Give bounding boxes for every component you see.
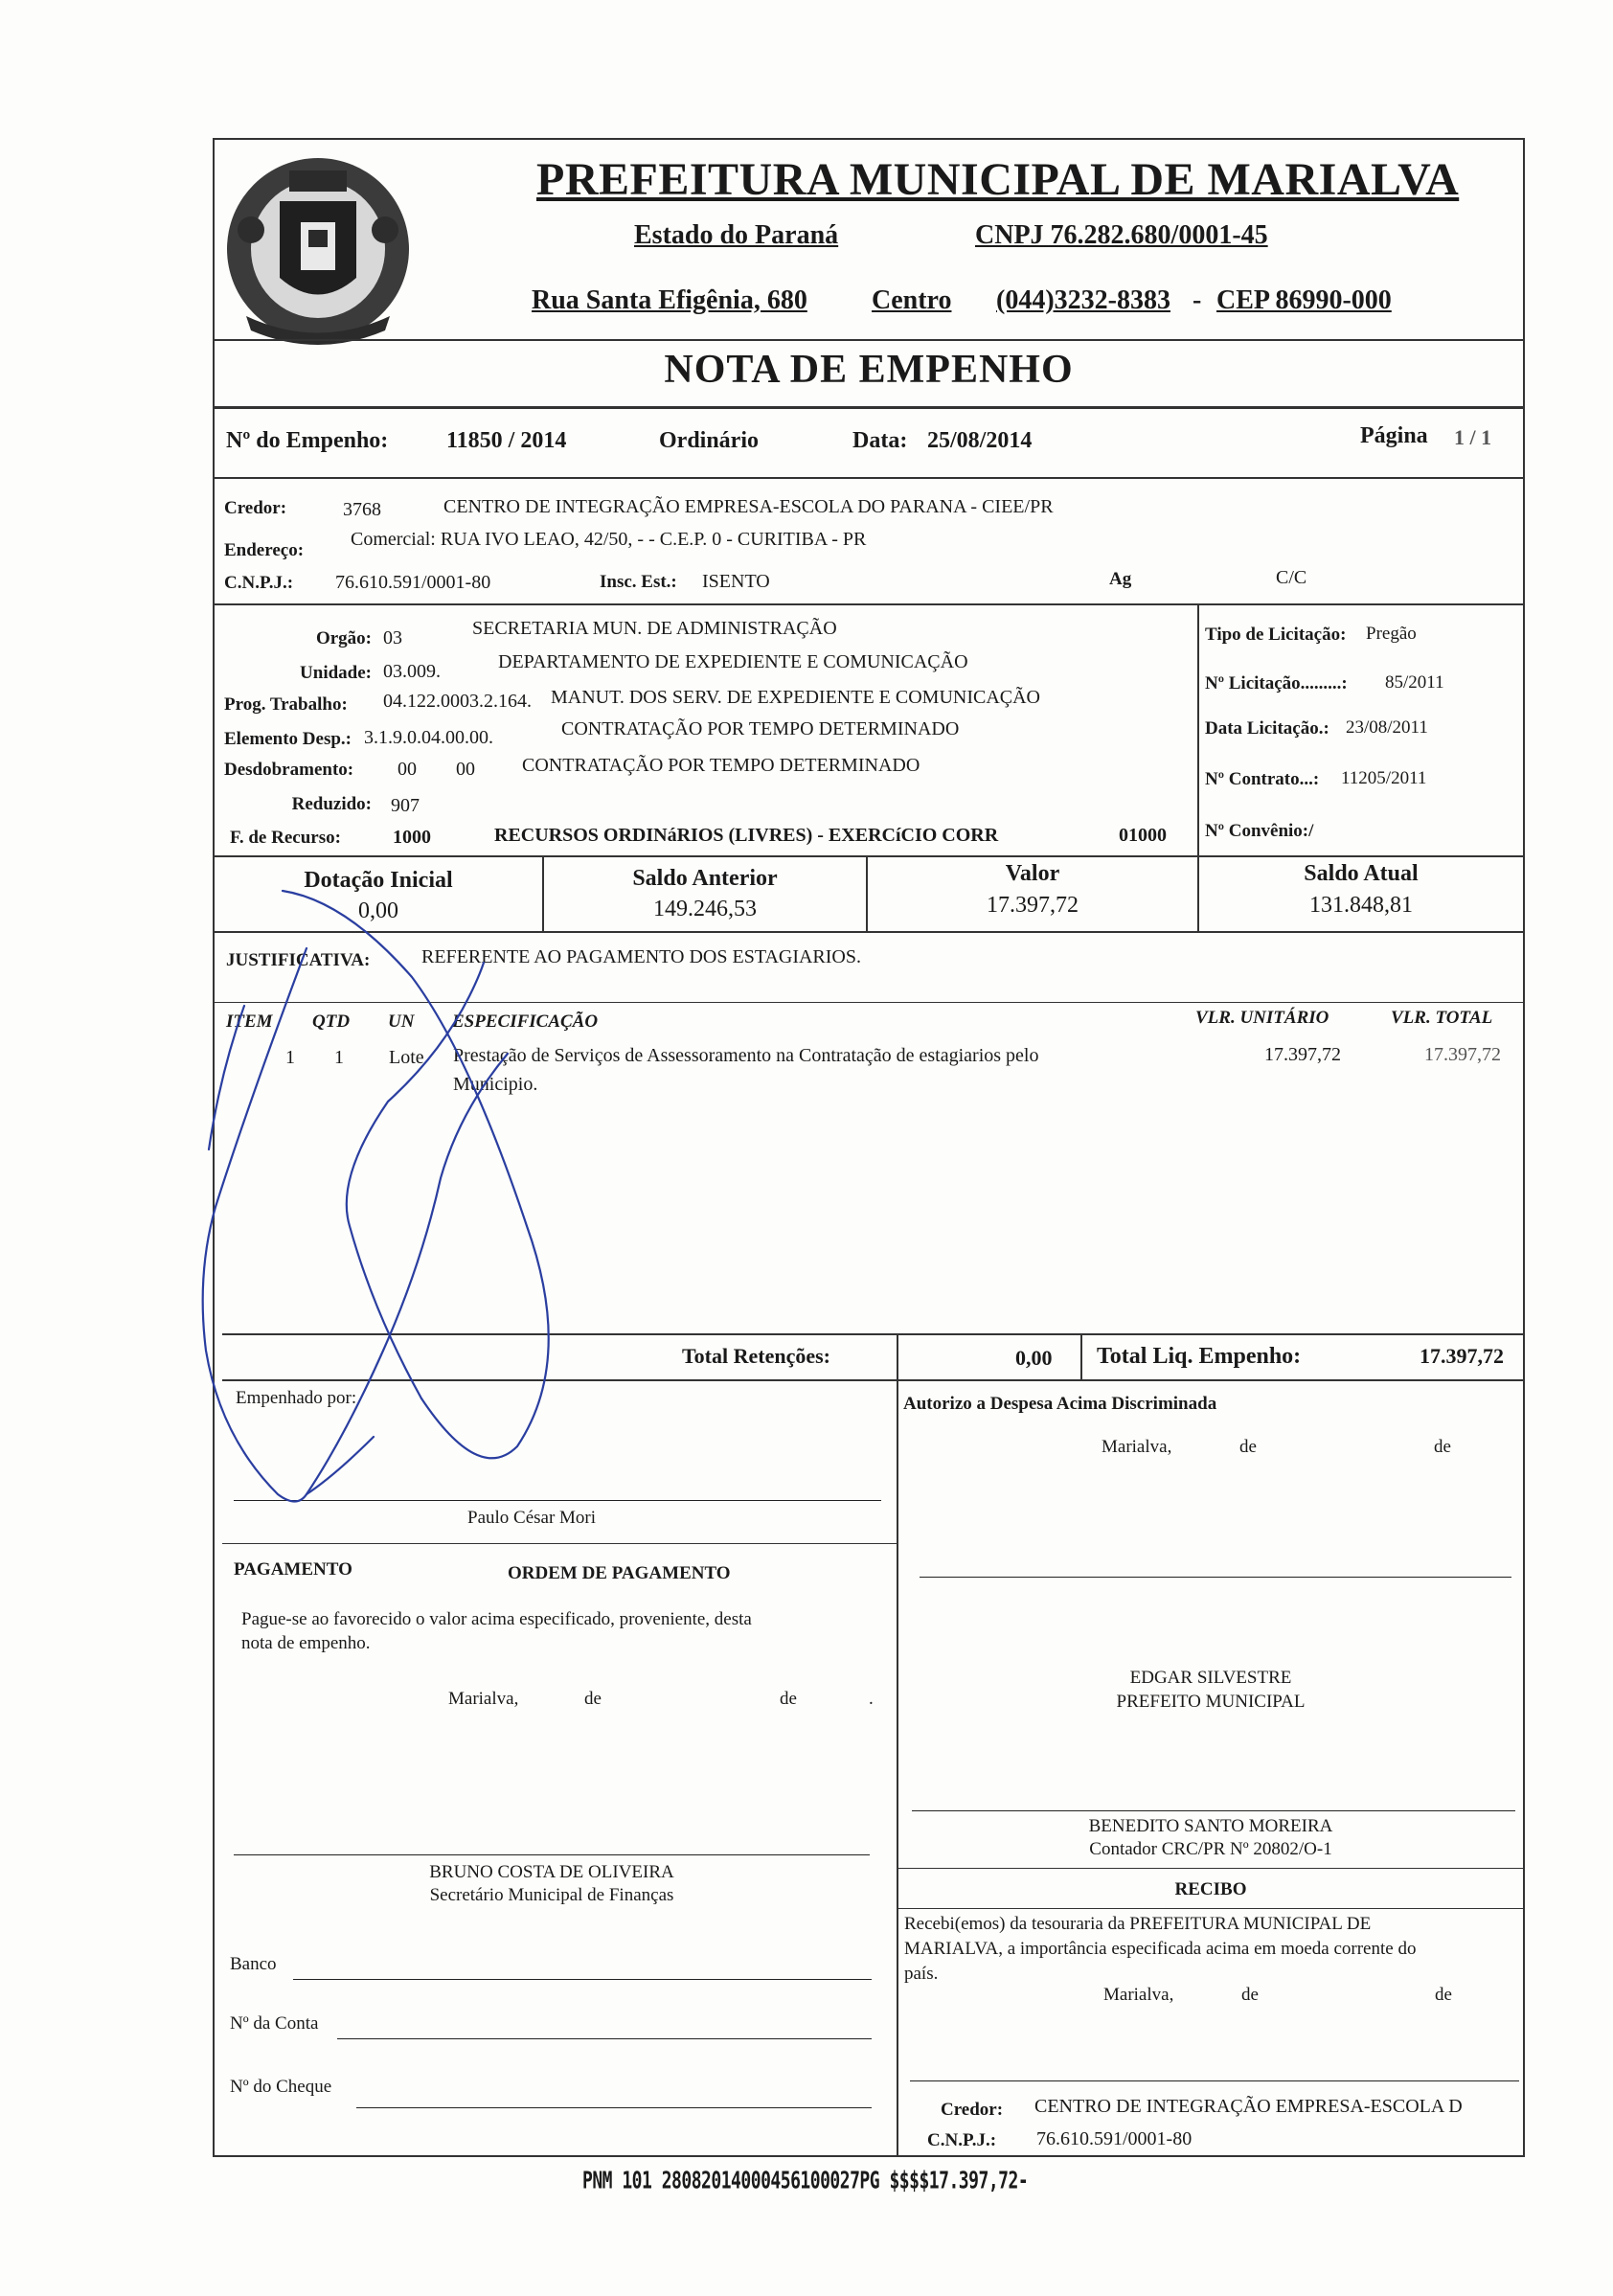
recurso-name: RECURSOS ORDINáRIOS (LIVRES) - EXERCíCIO CORR xyxy=(494,825,999,846)
secretario-title: Secretário Municipal de Finanças xyxy=(429,1885,674,1905)
empenho-date: 25/08/2014 xyxy=(927,428,1033,453)
ag-label: Ag xyxy=(1109,569,1132,589)
ordem-pagamento-label: ORDEM DE PAGAMENTO xyxy=(508,1563,731,1583)
retencoes-label: Total Retenções: xyxy=(682,1344,830,1368)
signature-line xyxy=(910,2080,1519,2081)
banco-field-line xyxy=(293,1979,872,1980)
item-vlr-total: 17.397,72 xyxy=(1424,1044,1501,1065)
cnpj-label: C.N.P.J.: xyxy=(224,573,294,593)
recibo-line2: MARIALVA, a importância especificada acima em moeda corrente do xyxy=(904,1939,1417,1959)
date-label: Data: xyxy=(852,428,908,453)
recibo-cnpj: 76.610.591/0001-80 xyxy=(1036,2128,1193,2149)
credor-address: Comercial: RUA IVO LEAO, 42/50, - - C.E.P. 0 - CURITIBA - PR xyxy=(351,529,867,550)
saldo-anterior-value: 149.246,53 xyxy=(653,897,757,921)
banco-label: Banco xyxy=(230,1954,277,1974)
dotacao-label: Dotação Inicial xyxy=(304,868,453,893)
empenhado-label: Empenhado por: xyxy=(236,1388,357,1408)
desdobramento-label: Desdobramento: xyxy=(224,760,354,780)
signature-line xyxy=(920,1577,1511,1578)
handwritten-signature-icon xyxy=(192,862,632,1533)
item-spec-line1: Prestação de Serviços de Assessoramento na Contratação de estagiarios pelo xyxy=(453,1045,1039,1066)
cc-label: C/C xyxy=(1276,567,1307,588)
municipality-title: PREFEITURA MUNICIPAL DE MARIALVA xyxy=(536,154,1460,205)
item-spec-line2: Municipio. xyxy=(453,1074,538,1095)
licitacao-number-label: Nº Licitação.........: xyxy=(1205,673,1348,693)
justificativa-label: JUSTIFICATIVA: xyxy=(226,950,371,970)
recurso-code: 1000 xyxy=(393,827,431,848)
credor-ie: ISENTO xyxy=(702,571,770,592)
divider xyxy=(897,1379,898,2157)
pagamento-label: PAGAMENTO xyxy=(234,1559,352,1580)
spec-header: ESPECIFICAÇÃO xyxy=(452,1012,599,1032)
divider xyxy=(897,1333,898,1379)
divider xyxy=(1197,603,1199,862)
vlr-unit-header: VLR. UNITÁRIO xyxy=(1195,1008,1329,1028)
licitacao-date: 23/08/2011 xyxy=(1346,717,1428,738)
pagamento-city: Marialva, xyxy=(448,1689,519,1709)
orgao-label: Orgão: xyxy=(315,628,372,648)
qtd-header: QTD xyxy=(312,1012,351,1032)
recibo-de1: de xyxy=(1241,1985,1259,2005)
unidade-label: Unidade: xyxy=(300,663,372,683)
desdobramento-code2: 00 xyxy=(456,759,475,780)
divider xyxy=(213,406,1525,409)
empenho-number: 11850 / 2014 xyxy=(446,428,567,453)
pagamento-de1: de xyxy=(584,1689,602,1709)
orgao-name: SECRETARIA MUN. DE ADMINISTRAÇÃO xyxy=(472,618,837,639)
pagamento-de2: de xyxy=(780,1689,797,1709)
divider xyxy=(897,1908,1525,1909)
dotacao-value: 0,00 xyxy=(358,898,398,923)
divider xyxy=(213,477,1525,479)
recibo-cnpj-label: C.N.P.J.: xyxy=(927,2130,997,2150)
liq-empenho-label: Total Liq. Empenho: xyxy=(1097,1344,1302,1369)
coat-of-arms-icon xyxy=(213,144,423,354)
empenhado-name: Paulo César Mori xyxy=(467,1508,597,1528)
divider xyxy=(213,855,1525,857)
reduzido-value: 907 xyxy=(391,795,420,816)
divider xyxy=(213,603,1525,605)
licitacao-date-label: Data Licitação.: xyxy=(1205,718,1329,739)
empenho-type: Ordinário xyxy=(659,428,760,453)
credor-label: Credor: xyxy=(224,498,287,518)
elemento-code: 3.1.9.0.04.00.00. xyxy=(364,727,493,748)
credor-name: CENTRO DE INTEGRAÇÃO EMPRESA-ESCOLA DO PARANA - CIEE/PR xyxy=(443,496,1054,517)
item-qtd: 1 xyxy=(334,1047,344,1068)
licitacao-type-label: Tipo de Licitação: xyxy=(1205,625,1347,645)
municipality-cnpj: CNPJ 76.282.680/0001-45 xyxy=(975,220,1268,250)
convenio-label: Nº Convênio:/ xyxy=(1205,821,1314,841)
recibo-label: RECIBO xyxy=(1174,1879,1247,1899)
un-header: UN xyxy=(388,1012,415,1032)
prog-label: Prog. Trabalho: xyxy=(224,694,348,715)
divider xyxy=(1080,1333,1082,1379)
item-number: 1 xyxy=(285,1047,295,1068)
empenho-number-label: Nº do Empenho: xyxy=(226,428,389,453)
valor-label: Valor xyxy=(1005,861,1060,886)
valor-value: 17.397,72 xyxy=(987,893,1079,918)
orgao-code: 03 xyxy=(383,627,402,648)
prog-name: MANUT. DOS SERV. DE EXPEDIENTE E COMUNICAÇÃO xyxy=(551,687,1040,708)
recibo-city: Marialva, xyxy=(1103,1985,1174,2005)
pagamento-period: . xyxy=(869,1689,874,1709)
credor-code: 3768 xyxy=(343,499,381,520)
item-header: ITEM xyxy=(226,1012,273,1032)
justificativa-text: REFERENTE AO PAGAMENTO DOS ESTAGIARIOS. xyxy=(421,946,861,967)
item-vlr-unit: 17.397,72 xyxy=(1264,1044,1341,1065)
autorizo-de2: de xyxy=(1434,1437,1451,1457)
ie-label: Insc. Est.: xyxy=(600,572,677,592)
contrato-number: 11205/2011 xyxy=(1341,768,1427,788)
conta-label: Nº da Conta xyxy=(230,2013,319,2034)
unidade-code: 03.009. xyxy=(383,661,441,682)
pague-se-line1: Pague-se ao favorecido o valor acima especificado, proveniente, desta xyxy=(241,1609,752,1629)
address-label: Endereço: xyxy=(224,540,305,560)
district: Centro xyxy=(872,285,952,315)
desdobramento-code1: 00 xyxy=(398,759,417,780)
vlr-total-header: VLR. TOTAL xyxy=(1391,1008,1493,1028)
recibo-credor-name: CENTRO DE INTEGRAÇÃO EMPRESA-ESCOLA D xyxy=(1034,2096,1463,2117)
divider xyxy=(897,1868,1525,1869)
licitacao-number: 85/2011 xyxy=(1385,672,1444,693)
recibo-line1: Recebi(emos) da tesouraria da PREFEITURA MUNICIPAL DE xyxy=(904,1914,1372,1934)
prefeito-title: PREFEITO MUNICIPAL xyxy=(1116,1692,1306,1712)
divider xyxy=(222,1543,897,1544)
retencoes-value: 0,00 xyxy=(1015,1346,1053,1370)
recibo-line3: país. xyxy=(904,1964,939,1984)
desdobramento-name: CONTRATAÇÃO POR TEMPO DETERMINADO xyxy=(522,755,920,776)
autorizo-city: Marialva, xyxy=(1102,1437,1172,1457)
unidade-name: DEPARTAMENTO DE EXPEDIENTE E COMUNICAÇÃO xyxy=(498,651,968,672)
conta-field-line xyxy=(337,2038,872,2039)
elemento-name: CONTRATAÇÃO POR TEMPO DETERMINADO xyxy=(561,718,960,739)
divider xyxy=(213,339,1525,341)
recibo-credor-label: Credor: xyxy=(941,2100,1004,2120)
secretario-name: BRUNO COSTA DE OLIVEIRA xyxy=(429,1862,674,1882)
document-title: NOTA DE EMPENHO xyxy=(664,348,1074,392)
recurso-code2: 01000 xyxy=(1119,825,1167,846)
autorizo-text: Autorizo a Despesa Acima Discriminada xyxy=(903,1394,1217,1414)
page-number: 1 / 1 xyxy=(1454,425,1492,449)
separator: - xyxy=(1193,285,1202,315)
footer-code: PNM 101 28082014000456100027PG $$$$17.397,72- xyxy=(582,2167,1029,2195)
saldo-atual-value: 131.848,81 xyxy=(1309,893,1413,918)
contador-title: Contador CRC/PR Nº 20802/O-1 xyxy=(1089,1839,1332,1859)
reduzido-label: Reduzido: xyxy=(291,794,372,814)
saldo-anterior-label: Saldo Anterior xyxy=(632,866,778,891)
prog-code: 04.122.0003.2.164. xyxy=(383,691,532,712)
signature-line xyxy=(234,1854,870,1855)
credor-cnpj: 76.610.591/0001-80 xyxy=(335,572,491,593)
cheque-label: Nº do Cheque xyxy=(230,2077,332,2097)
item-un: Lote xyxy=(389,1047,424,1068)
cheque-field-line xyxy=(356,2107,872,2108)
phone: (044)3232-8383 xyxy=(996,285,1170,315)
liq-empenho-value: 17.397,72 xyxy=(1420,1344,1504,1368)
pague-se-line2: nota de empenho. xyxy=(241,1633,371,1653)
autorizo-de1: de xyxy=(1239,1437,1257,1457)
recurso-label: F. de Recurso: xyxy=(230,828,341,848)
contador-name: BENEDITO SANTO MOREIRA xyxy=(1088,1816,1333,1836)
cep: CEP 86990-000 xyxy=(1216,285,1392,315)
signature-line xyxy=(912,1810,1515,1811)
prefeito-name: EDGAR SILVESTRE xyxy=(1129,1668,1292,1688)
page-label: Página xyxy=(1360,423,1428,448)
contrato-label: Nº Contrato...: xyxy=(1205,769,1320,789)
licitacao-type: Pregão xyxy=(1366,624,1417,644)
elemento-label: Elemento Desp.: xyxy=(224,729,352,749)
state-name: Estado do Paraná xyxy=(634,220,839,250)
recibo-de2: de xyxy=(1435,1985,1452,2005)
street-address: Rua Santa Efigênia, 680 xyxy=(532,285,807,315)
saldo-atual-label: Saldo Atual xyxy=(1304,861,1419,886)
